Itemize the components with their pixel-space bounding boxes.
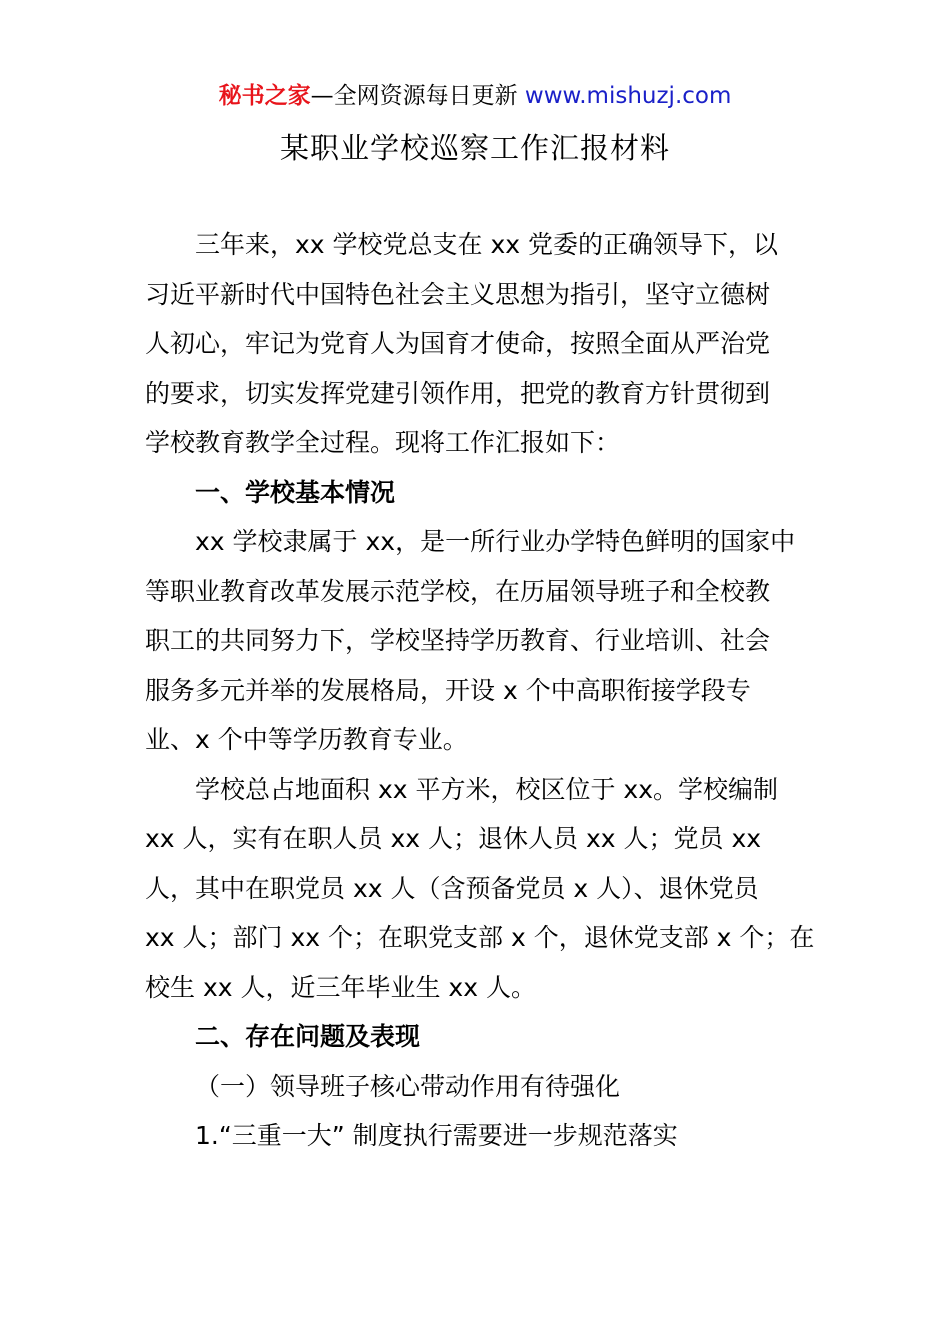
intro-line-2: 习近平新时代中国特色社会主义思想为指引，坚守立德树 — [145, 279, 771, 309]
intro-line-3: 人初心，牢记为党育人为国育才使命，按照全面从严治党 — [145, 329, 771, 358]
stats-line-4: xx 人；部门 xx 个；在职党支部 x 个，退休党支部 x 个；在 — [145, 923, 815, 952]
section-heading-2: 二、存在问题及表现 — [195, 1022, 421, 1051]
site-header — [0, 80, 950, 112]
intro-line-1: 三年来，xx 学校党总支在 xx 党委的正确领导下，以 — [195, 230, 779, 259]
basic-info-line-3: 职工的共同努力下，学校坚持学历教育、行业培训、社会 — [145, 626, 771, 655]
intro-line-4: 的要求，切实发挥党建引领作用，把党的教育方针贯彻到 — [145, 378, 771, 408]
basic-info-line-2: 等职业教育改革发展示范学校，在历届领导班子和全校教 — [145, 576, 771, 606]
basic-info-line-4: 服务多元并举的发展格局，开设 x 个中高职衔接学段专 — [145, 675, 751, 705]
header-slogan: —全网资源每日更新 — [310, 83, 525, 109]
section-heading-1: 一、学校基本情况 — [195, 477, 396, 507]
item-heading-1: 1.“三重一大” 制度执行需要进一步规范落实 — [195, 1121, 678, 1150]
stats-line-2: xx 人，实有在职人员 xx 人；退休人员 xx 人；党员 xx — [145, 824, 762, 853]
stats-line-3: 人，其中在职党员 xx 人（含预备党员 x 人）、退休党员 — [145, 873, 759, 903]
stats-line-5: 校生 xx 人，近三年毕业生 xx 人。 — [145, 972, 536, 1002]
brand-name: 秘书之家 — [218, 83, 311, 109]
document-title: 某职业学校巡察工作汇报材料 — [279, 131, 670, 165]
stats-line-1: 学校总占地面积 xx 平方米，校区位于 xx。学校编制 — [195, 774, 779, 804]
basic-info-line-5: 业、x 个中等学历教育专业。 — [145, 725, 468, 754]
subsection-heading-1: （一）领导班子核心带动作用有待强化 — [195, 1071, 621, 1101]
basic-info-line-1: xx 学校隶属于 xx，是一所行业办学特色鲜明的国家中 — [195, 527, 796, 556]
intro-line-5: 学校教育教学全过程。现将工作汇报如下： — [145, 428, 621, 457]
site-url-link[interactable]: www.mishuzj.com — [524, 83, 732, 109]
document-body — [145, 220, 815, 1161]
